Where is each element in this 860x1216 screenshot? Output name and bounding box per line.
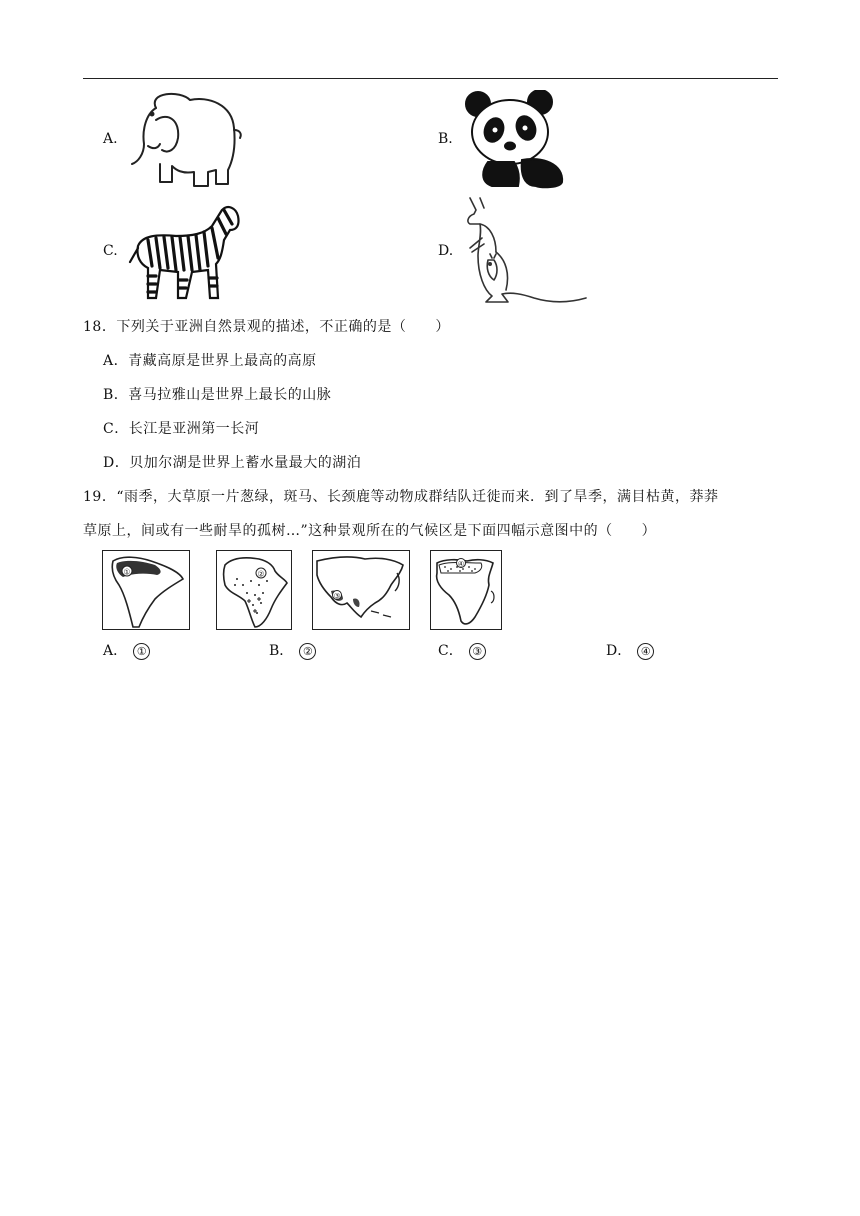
q18-choice-a[interactable]: A．青藏高原是世界上最高的高原 xyxy=(103,353,317,369)
question-18-stem: 18．下列关于亚洲自然景观的描述，不正确的是（ ） xyxy=(83,319,450,335)
option-b-label[interactable]: B. xyxy=(438,131,453,147)
q19-answer-b-label: B． xyxy=(269,643,294,659)
q19-answer-c-label: C． xyxy=(438,643,463,659)
q19-answer-b-number: ② xyxy=(299,643,316,660)
q18-choice-c[interactable]: C．长江是亚洲第一长河 xyxy=(103,421,260,437)
q18-choice-d[interactable]: D．贝加尔湖是世界上蓄水量最大的湖泊 xyxy=(103,455,362,471)
map-1-south-america xyxy=(102,550,190,630)
q19-answer-d[interactable] xyxy=(606,640,654,660)
q19-answer-c[interactable] xyxy=(438,640,486,660)
question-19-stem-line1: 19．“雨季，大草原一片葱绿，斑马、长颈鹿等动物成群结队迁徙而来．到了旱季，满目枯黄，莽莽 xyxy=(83,489,719,505)
q19-answer-d-number: ④ xyxy=(637,643,654,660)
q19-answer-b[interactable] xyxy=(269,640,316,660)
kangaroo-picture xyxy=(462,194,590,306)
elephant-picture xyxy=(128,90,244,190)
option-a-label[interactable]: A. xyxy=(103,131,118,147)
q18-choice-b[interactable]: B．喜马拉雅山是世界上最长的山脉 xyxy=(103,387,332,403)
map-3-asia xyxy=(312,550,410,630)
map-3-number: ③ xyxy=(333,591,341,601)
map-1-number: ① xyxy=(123,567,131,577)
q19-answer-a[interactable] xyxy=(103,640,150,660)
map-4-number: ④ xyxy=(457,559,465,569)
header-rule xyxy=(83,78,778,79)
map-2-number: ② xyxy=(257,569,265,579)
q19-answer-c-number: ③ xyxy=(469,643,486,660)
question-19-stem-line2: 草原上，间或有一些耐旱的孤树…”这种景观所在的气候区是下面四幅示意图中的（ ） xyxy=(83,523,657,539)
option-c-label[interactable]: C. xyxy=(103,243,118,259)
option-d-label[interactable]: D. xyxy=(438,243,454,259)
map-4-africa-europe xyxy=(430,550,502,630)
map-2-africa xyxy=(216,550,292,630)
q19-answer-a-number: ① xyxy=(133,643,150,660)
zebra-picture xyxy=(126,200,246,304)
q19-answer-a-label: A． xyxy=(103,643,128,659)
q19-answer-d-label: D． xyxy=(606,643,632,659)
panda-picture xyxy=(462,90,570,190)
